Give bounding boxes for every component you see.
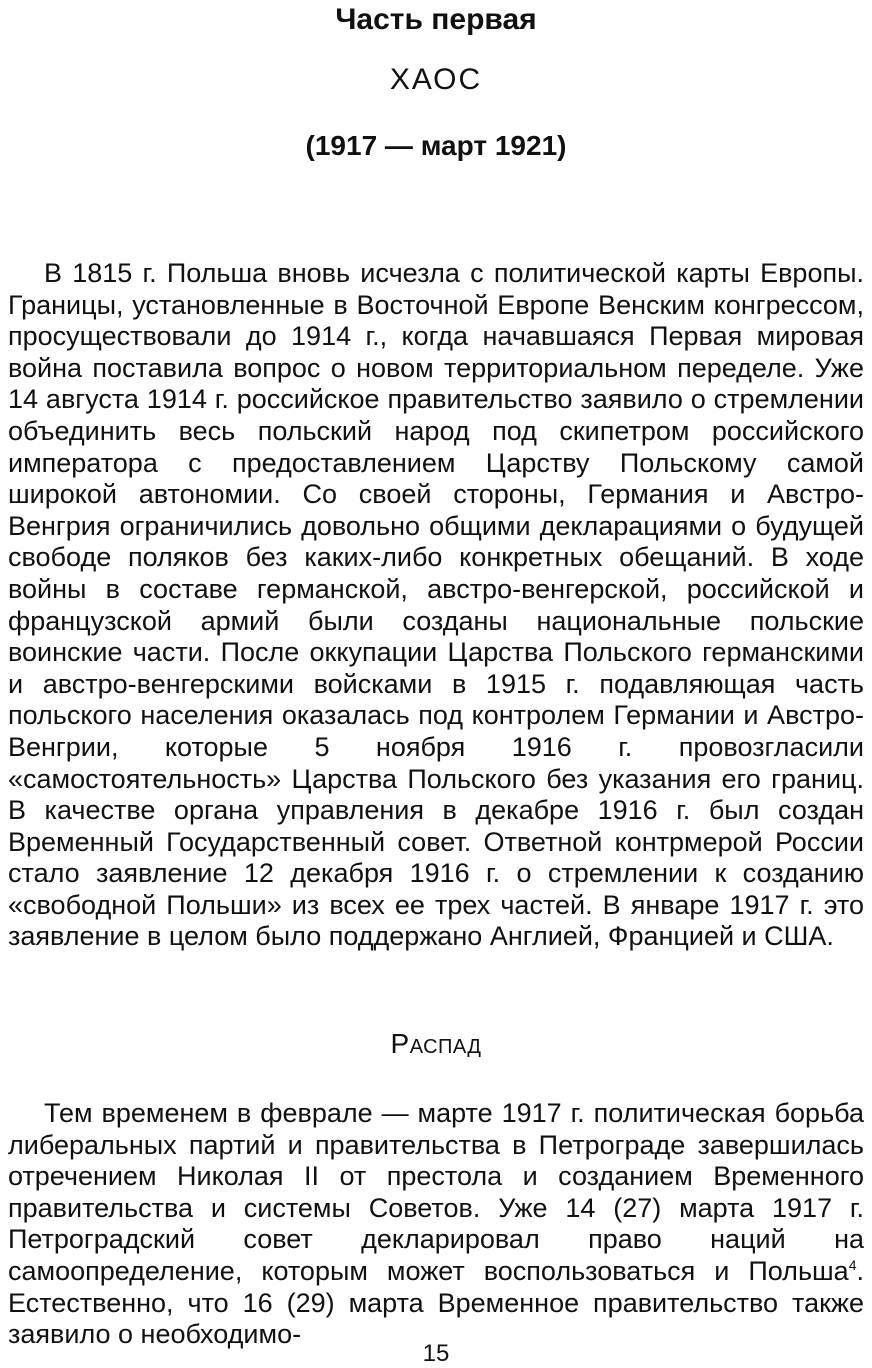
chapter-title: ХАОС: [389, 63, 483, 96]
footnote-reference[interactable]: 4: [848, 1256, 857, 1273]
paragraph-collapse: [8, 1098, 864, 1351]
chapter-period: (1917 — март 1921): [305, 130, 567, 161]
paragraph-intro: В 1815 г. Польша вновь исчезла с политической карты Европы. Границы, установленные в Восточной Европе Венским конгрессом, просуществовали до 1914 г., когда начавшаяся Первая мировая война поставила вопрос о новом территориальном переделе. Уже 14 августа 1914 г. российское правительство заявило о стремлении объединить весь польский народ под скипетром российского императора с предоставлением Царству Польскому самой широкой автономии. Со своей стороны, Германия и Австро-Венгрия ограничились довольно общими декларациями о будущей свободе поляков без каких-либо конкретных обещаний. В ходе войны в составе германской, австро-венгерской, российской и французской армий были созданы национальные польские воинские части. После оккупации Царства Польского германскими и австро-венгерскими войсками в 1915 г. подавляющая часть польского населения оказалась под контролем Германии и Австро-Венгрии, которые 5 ноября 1916 г. провозгласили «самостоятельность» Царства Польского без указания его границ. В качестве органа управления в декабре 1916 г. был создан Временный Государственный совет. Ответной контрмерой России стало заявление 12 декабря 1916 г. о стремлении к созданию «свободной Польши» из всех ее трех частей. В январе 1917 г. это заявление в целом было поддержано Англией, Францией и США.: [8, 258, 864, 952]
section-title: Распад: [390, 1028, 482, 1059]
part-title: Часть первая: [335, 3, 537, 36]
paragraph-text-part-2: . Естественно, что 16 (29) марта Временное правительство также заявило о необходимо-: [8, 1255, 864, 1350]
paragraph-text-part-1: Тем временем в феврале — марте 1917 г. политическая борьба либеральных партий и правительства в Петрограде завершилась отречением Николая II от престола и созданием Временного правительства и системы Советов. Уже 14 (27) марта 1917 г. Петроградский совет декларировал право наций на самоопределение, которым может воспользоваться и Польша: [8, 1098, 864, 1286]
page-number: 15: [422, 1340, 450, 1367]
